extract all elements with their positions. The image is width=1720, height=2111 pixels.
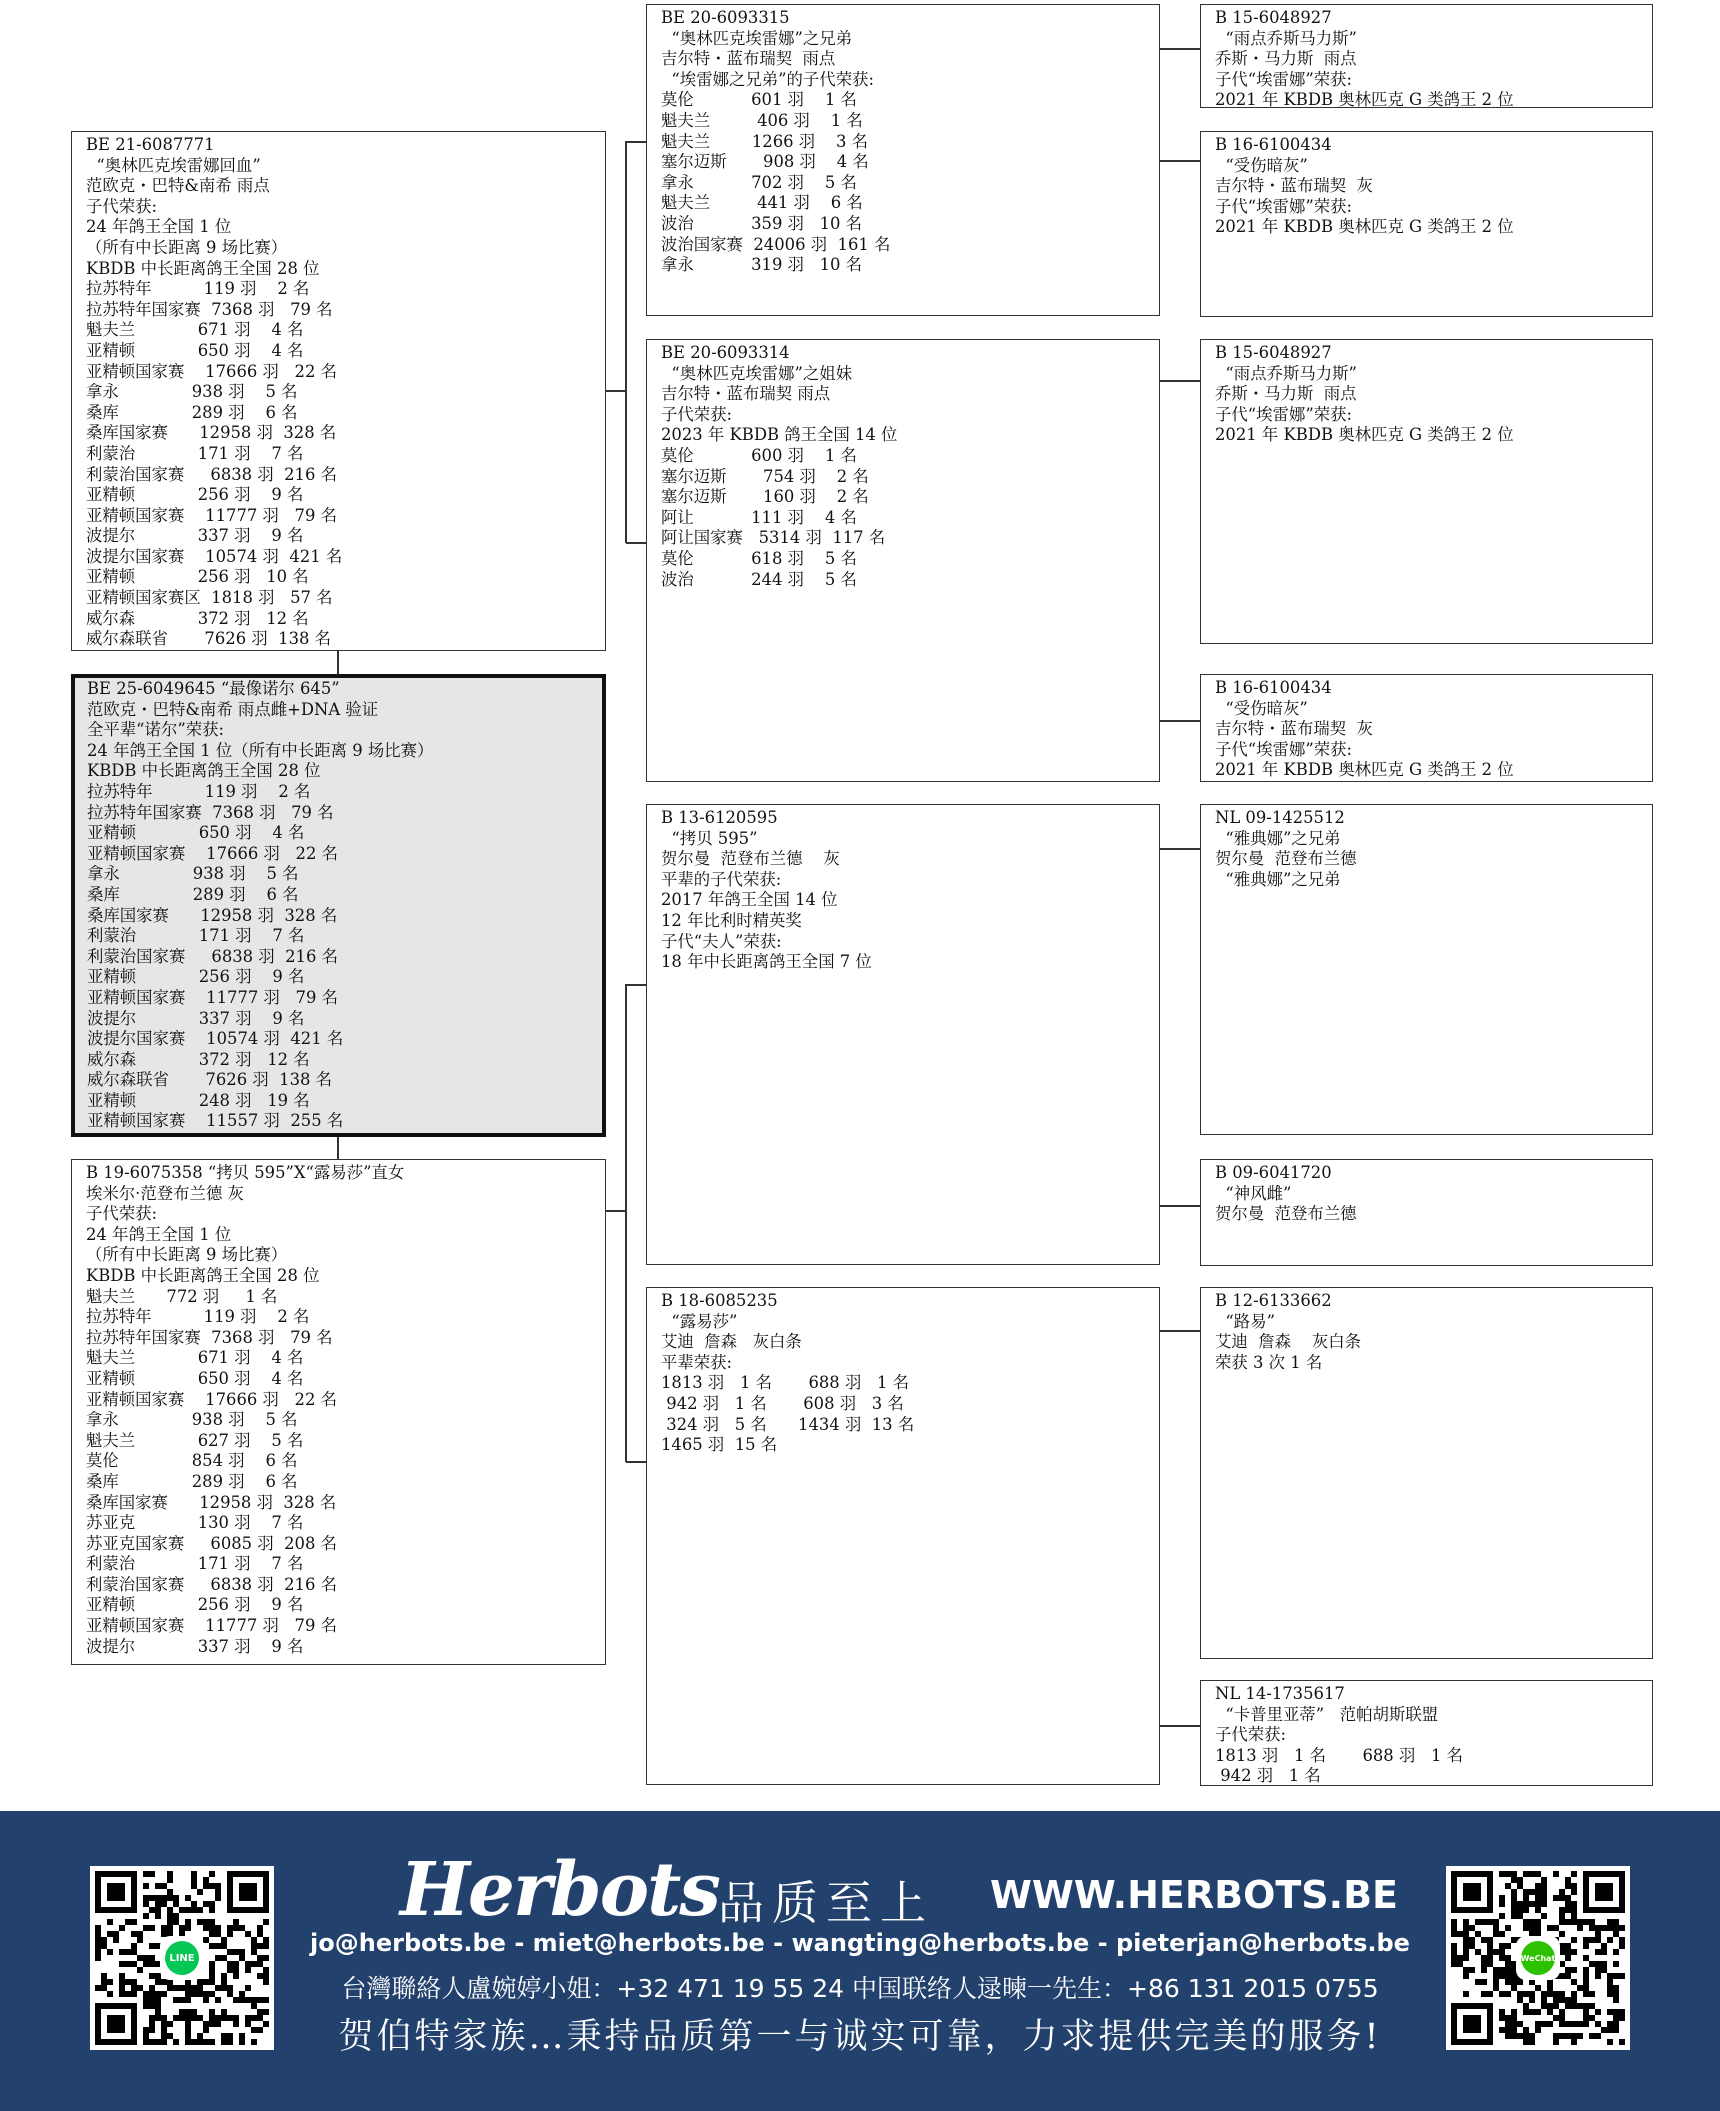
pedigree-line: 子代荣获:	[86, 196, 158, 216]
pedigree-line: 桑库 289 羽 6 名	[86, 402, 298, 422]
pedigree-line: 范欧克・巴特&南希 雨点雌+DNA 验证	[87, 699, 379, 719]
pedigree-line: KBDB 中长距离鸽王全国 28 位	[86, 1265, 320, 1285]
ring-number: B 16-6100434	[1215, 135, 1332, 154]
pedigree-line: 子代荣获:	[86, 1204, 158, 1224]
pedigree-line: 乔斯・马力斯 雨点	[1215, 49, 1357, 69]
connector-dam-branch	[606, 1210, 626, 1212]
pedigree-line: “雅典娜”之兄弟	[1215, 869, 1341, 889]
pedigree-line: KBDB 中长距离鸽王全国 28 位	[86, 258, 320, 278]
pedigree-line: 贺尔曼 范登布兰德 灰	[661, 849, 840, 869]
pedigree-line: “卡普里亚蒂” 范帕胡斯联盟	[1215, 1704, 1439, 1724]
pedigree-line: 桑库国家赛 12958 羽 328 名	[86, 423, 337, 443]
pedigree-line: 阿让国家赛 5314 羽 117 名	[661, 528, 886, 548]
pedigree-line: 威尔森联省 7626 羽 138 名	[87, 1070, 333, 1090]
pedigree-line: 子代“夫人”荣获:	[661, 931, 782, 951]
ring-number: B 15-6048927	[1215, 343, 1332, 362]
pedigree-line: 苏亚克 130 羽 7 名	[86, 1513, 304, 1533]
connector-dd-down	[1160, 1725, 1200, 1727]
pedigree-line: 范欧克・巴特&南希 雨点	[86, 176, 270, 196]
ancestor-box-1	[1200, 4, 1653, 108]
pedigree-line: 波提尔 337 羽 9 名	[87, 1008, 305, 1028]
pedigree-line: 2021 年 KBDB 奥林匹克 G 类鸽王 2 位	[1215, 425, 1514, 445]
pedigree-line: 子代“埃雷娜”荣获:	[1215, 69, 1353, 89]
ancestor-box-5	[1200, 804, 1653, 1135]
pedigree-line: 24 年鸽王全国 1 位（所有中长距离 9 场比赛）	[87, 740, 434, 760]
connector-sire-gs	[626, 141, 646, 143]
pedigree-line: 2021 年 KBDB 奥林匹克 G 类鸽王 2 位	[1215, 90, 1514, 108]
pedigree-line: 桑库 289 羽 6 名	[87, 884, 299, 904]
pedigree-line: 塞尔迈斯 160 羽 2 名	[661, 487, 869, 507]
pedigree-line: “雨点乔斯马力斯”	[1215, 363, 1357, 383]
ancestor-box-2	[1200, 131, 1653, 317]
ring-number: B 13-6120595	[661, 808, 778, 827]
pedigree-line: 平辈荣获:	[661, 1352, 733, 1372]
pedigree-line: 利蒙治国家赛 6838 羽 216 名	[86, 464, 338, 484]
pedigree-line: （所有中长距离 9 场比赛）	[86, 1245, 288, 1265]
pedigree-line: 平辈的子代荣获:	[661, 869, 782, 889]
connector-gs-down	[1160, 160, 1200, 162]
pedigree-line: 942 羽 1 名	[1215, 1766, 1321, 1786]
pedigree-line: 威尔森 372 羽 12 名	[87, 1049, 310, 1069]
pedigree-line: 拉苏特年 119 羽 2 名	[86, 1307, 310, 1327]
contact-persons: 台灣聯絡人盧婉婷小姐：+32 471 19 55 24 中国联络人逯暕一先生：+86 131 2015 0755	[341, 1974, 1379, 2003]
pedigree-line: 2023 年 KBDB 鸽王全国 14 位	[661, 425, 898, 445]
connector-gd-up	[1160, 380, 1200, 382]
pedigree-line: 亚精顿 650 羽 4 名	[87, 823, 305, 843]
pedigree-line: 拉苏特年国家赛 7368 羽 79 名	[86, 299, 333, 319]
ring-number: BE 20-6093314	[661, 343, 790, 362]
pedigree-line: 吉尔特・蓝布瑞契 雨点	[661, 384, 831, 404]
pedigree-line: 亚精顿 256 羽 10 名	[86, 567, 309, 587]
pedigree-line: 全平辈“诺尔”荣获:	[87, 720, 225, 740]
pedigree-line: 1813 羽 1 名 688 羽 1 名	[661, 1373, 909, 1393]
pedigree-line: 亚精顿国家赛 11777 羽 79 名	[86, 505, 338, 525]
ring-number: B 15-6048927	[1215, 8, 1332, 27]
brand-slogan: 品质至上	[718, 1876, 934, 1930]
pedigree-line: 波治 359 羽 10 名	[661, 213, 863, 233]
dam-dam-box	[646, 1287, 1160, 1785]
pedigree-line: 拿永 938 羽 5 名	[87, 864, 299, 884]
pedigree-line: 阿让 111 羽 4 名	[661, 507, 857, 527]
pedigree-line: 利蒙治国家赛 6838 羽 216 名	[86, 1574, 338, 1594]
pedigree-line: 吉尔特・蓝布瑞契 灰	[1215, 719, 1373, 739]
pedigree-line: 莫伦 600 羽 1 名	[661, 445, 857, 465]
pedigree-line: 桑库 289 羽 6 名	[86, 1471, 298, 1491]
pedigree-line: 亚精顿 248 羽 19 名	[87, 1090, 310, 1110]
pedigree-line: 威尔森 372 羽 12 名	[86, 608, 309, 628]
pedigree-line: 亚精顿国家赛 17666 羽 22 名	[86, 1389, 338, 1409]
pedigree-line: 2021 年 KBDB 奥林匹克 G 类鸽王 2 位	[1215, 760, 1514, 780]
pedigree-line: 亚精顿国家赛 11777 羽 79 名	[87, 987, 339, 1007]
pedigree-line: 拿永 938 羽 5 名	[86, 382, 298, 402]
pedigree-line: （所有中长距离 9 场比赛）	[86, 237, 288, 257]
pedigree-line: 塞尔迈斯 754 羽 2 名	[661, 466, 869, 486]
ancestor-box-6	[1200, 1159, 1653, 1266]
pedigree-line: 亚精顿 256 羽 9 名	[87, 967, 305, 987]
ring-number: BE 20-6093315	[661, 8, 790, 27]
connector-sire-vertical	[625, 141, 627, 543]
pedigree-line: 波提尔国家赛 10574 羽 421 名	[86, 546, 343, 566]
ring-number: B 18-6085235	[661, 1291, 778, 1310]
pedigree-line: 波治国家赛 24006 羽 161 名	[661, 234, 891, 254]
pedigree-line: 24 年鸽王全国 1 位	[86, 217, 232, 237]
wechat-icon: WeChat	[1521, 1941, 1555, 1975]
pedigree-line: 拉苏特年国家赛 7368 羽 79 名	[87, 802, 334, 822]
pedigree-line: “奥林匹克埃雷娜回血”	[86, 155, 261, 175]
connector-ds-down	[1160, 1205, 1200, 1207]
pedigree-line: 1813 羽 1 名 688 羽 1 名	[1215, 1745, 1463, 1765]
ancestor-box-3	[1200, 339, 1653, 644]
pedigree-line: 子代荣获:	[661, 404, 733, 424]
connector-dam-vertical	[625, 984, 627, 1462]
line-icon: LINE	[165, 1941, 199, 1975]
pedigree-line: 荣获 3 次 1 名	[1215, 1352, 1323, 1372]
pedigree-line: 2021 年 KBDB 奥林匹克 G 类鸽王 2 位	[1215, 217, 1514, 237]
pedigree-line: 324 羽 5 名 1434 羽 13 名	[661, 1414, 915, 1434]
pedigree-line: 拿永 938 羽 5 名	[86, 1410, 298, 1430]
pedigree-line: 24 年鸽王全国 1 位	[86, 1224, 232, 1244]
pedigree-line: 12 年比利时精英奖	[661, 910, 802, 930]
connector-subject-sire	[337, 651, 339, 674]
pedigree-line: 拉苏特年 119 羽 2 名	[87, 781, 311, 801]
pedigree-line: “露易莎”	[661, 1311, 738, 1331]
pedigree-line: 莫伦 601 羽 1 名	[661, 90, 857, 110]
ancestor-box-7	[1200, 1287, 1653, 1659]
pedigree-line: 18 年中长距离鸽王全国 7 位	[661, 952, 872, 972]
connector-dam-ds	[626, 984, 646, 986]
pedigree-line: 亚精顿 256 羽 9 名	[86, 485, 304, 505]
pedigree-line: 威尔森联省 7626 羽 138 名	[86, 629, 332, 649]
pedigree-line: “埃雷娜之兄弟”的子代荣获:	[661, 69, 874, 89]
herbots-logo: Herbots	[400, 1847, 719, 1933]
pedigree-line: 942 羽 1 名 608 羽 3 名	[661, 1393, 904, 1413]
pedigree-line: 拉苏特年国家赛 7368 羽 79 名	[86, 1327, 333, 1347]
ring-number: B 12-6133662	[1215, 1291, 1332, 1310]
great-dam-box	[646, 339, 1160, 782]
pedigree-line: 亚精顿国家赛 17666 羽 22 名	[87, 843, 339, 863]
connector-dd-up	[1160, 1330, 1200, 1332]
connector-sire-branch	[606, 390, 626, 392]
pedigree-line: 波治 244 羽 5 名	[661, 569, 857, 589]
pedigree-line: 桑库国家赛 12958 羽 328 名	[87, 905, 338, 925]
family-motto: 贺伯特家族…秉持品质第一与诚实可靠，力求提供完美的服务!	[338, 2017, 1382, 2057]
pedigree-line: 拿永 702 羽 5 名	[661, 172, 857, 192]
pedigree-line: “雨点乔斯马力斯”	[1215, 28, 1357, 48]
pedigree-line: 贺尔曼 范登布兰德	[1215, 849, 1357, 869]
pedigree-line: 利蒙治 171 羽 7 名	[87, 926, 305, 946]
ring-number: B 19-6075358 “拷贝 595”X“露易莎”直女	[86, 1163, 405, 1182]
pedigree-line: “路易”	[1215, 1311, 1275, 1331]
connector-gs-branch	[1160, 48, 1200, 50]
pedigree-line: “神风雌”	[1215, 1183, 1292, 1203]
pedigree-line: 贺尔曼 范登布兰德	[1215, 1204, 1357, 1224]
ring-number: NL 09-1425512	[1215, 808, 1345, 827]
pedigree-line: 子代“埃雷娜”荣获:	[1215, 196, 1353, 216]
pedigree-line: “雅典娜”之兄弟	[1215, 828, 1341, 848]
pedigree-line: 利蒙治国家赛 6838 羽 216 名	[87, 946, 339, 966]
pedigree-line: 魁夫兰 671 羽 4 名	[86, 1348, 304, 1368]
pedigree-line: 亚精顿国家赛 11777 羽 79 名	[86, 1616, 338, 1636]
sire-box	[71, 131, 606, 651]
connector-ds-up	[1160, 848, 1200, 850]
pedigree-line: “奥林匹克埃雷娜”之兄弟	[661, 28, 853, 48]
pedigree-line: 拉苏特年 119 羽 2 名	[86, 279, 310, 299]
pedigree-line: 波提尔 337 羽 9 名	[86, 526, 304, 546]
pedigree-line: 莫伦 854 羽 6 名	[86, 1451, 298, 1471]
pedigree-line: “受伤暗灰”	[1215, 698, 1308, 718]
pedigree-line: 拿永 319 羽 10 名	[661, 255, 863, 275]
pedigree-line: 2017 年鸽王全国 14 位	[661, 890, 838, 910]
contact-footer	[0, 1811, 1720, 2111]
pedigree-line: 魁夫兰 406 羽 1 名	[661, 110, 863, 130]
pedigree-line: 波提尔国家赛 10574 羽 421 名	[87, 1029, 344, 1049]
pedigree-line: KBDB 中长距离鸽王全国 28 位	[87, 761, 321, 781]
ring-number: BE 25-6049645 “最像诺尔 645”	[87, 679, 340, 698]
pedigree-line: 子代荣获:	[1215, 1725, 1287, 1745]
pedigree-line: 利蒙治 171 羽 7 名	[86, 443, 304, 463]
connector-dam-dd	[626, 1461, 646, 1463]
ancestor-box-8	[1200, 1680, 1653, 1786]
dam-sire-box	[646, 804, 1160, 1265]
pedigree-line: 魁夫兰 671 羽 4 名	[86, 320, 304, 340]
pedigree-line: “拷贝 595”	[661, 828, 758, 848]
pedigree-line: 亚精顿 256 羽 9 名	[86, 1595, 304, 1615]
pedigree-line: 魁夫兰 441 羽 6 名	[661, 193, 863, 213]
ring-number: B 09-6041720	[1215, 1163, 1332, 1182]
pedigree-line: 魁夫兰 627 羽 5 名	[86, 1430, 304, 1450]
pedigree-line: 埃米尔·范登布兰德 灰	[86, 1183, 244, 1203]
website-link[interactable]: WWW.HERBOTS.BE	[990, 1873, 1399, 1917]
pedigree-line: 子代“埃雷娜”荣获:	[1215, 404, 1353, 424]
pedigree-line: 艾迪 詹森 灰白条	[1215, 1332, 1361, 1352]
pedigree-line: 乔斯・马力斯 雨点	[1215, 384, 1357, 404]
connector-sire-gd	[626, 542, 646, 544]
pedigree-line: 苏亚克国家赛 6085 羽 208 名	[86, 1533, 338, 1553]
pedigree-line: “受伤暗灰”	[1215, 155, 1308, 175]
pedigree-line: 亚精顿 650 羽 4 名	[86, 340, 304, 360]
pedigree-line: 艾迪 詹森 灰白条	[661, 1332, 802, 1352]
pedigree-line: 1465 羽 15 名	[661, 1435, 778, 1455]
pedigree-line: 亚精顿国家赛 17666 羽 22 名	[86, 361, 338, 381]
pedigree-line: 亚精顿国家赛 11557 羽 255 名	[87, 1111, 344, 1131]
ring-number: NL 14-1735617	[1215, 1684, 1345, 1703]
pedigree-line: 桑库国家赛 12958 羽 328 名	[86, 1492, 337, 1512]
pedigree-line: 子代“埃雷娜”荣获:	[1215, 739, 1353, 759]
subject-pigeon-box	[71, 674, 606, 1137]
dam-box	[71, 1159, 606, 1665]
pedigree-line: 亚精顿国家赛区 1818 羽 57 名	[86, 588, 333, 608]
connector-subject-dam	[337, 1137, 339, 1159]
pedigree-line: 吉尔特・蓝布瑞契 雨点	[661, 49, 836, 69]
pedigree-line: 亚精顿 650 羽 4 名	[86, 1368, 304, 1388]
pedigree-line: 波提尔 337 羽 9 名	[86, 1636, 304, 1656]
great-sire-box	[646, 4, 1160, 316]
pedigree-line: 吉尔特・蓝布瑞契 灰	[1215, 176, 1373, 196]
ring-number: BE 21-6087771	[86, 135, 215, 154]
pedigree-line: 利蒙治 171 羽 7 名	[86, 1554, 304, 1574]
pedigree-line: “奥林匹克埃雷娜”之姐妹	[661, 363, 853, 383]
pedigree-line: 莫伦 618 羽 5 名	[661, 548, 857, 568]
ring-number: B 16-6100434	[1215, 678, 1332, 697]
connector-gd-down	[1160, 720, 1200, 722]
pedigree-line: 魁夫兰 772 羽 1 名	[86, 1286, 278, 1306]
ancestor-box-4	[1200, 674, 1653, 782]
email-list[interactable]: jo@herbots.be - miet@herbots.be - wangting@herbots.be - pieterjan@herbots.be	[310, 1929, 1410, 1957]
pedigree-line: 塞尔迈斯 908 羽 4 名	[661, 152, 869, 172]
pedigree-line: 魁夫兰 1266 羽 3 名	[661, 131, 869, 151]
